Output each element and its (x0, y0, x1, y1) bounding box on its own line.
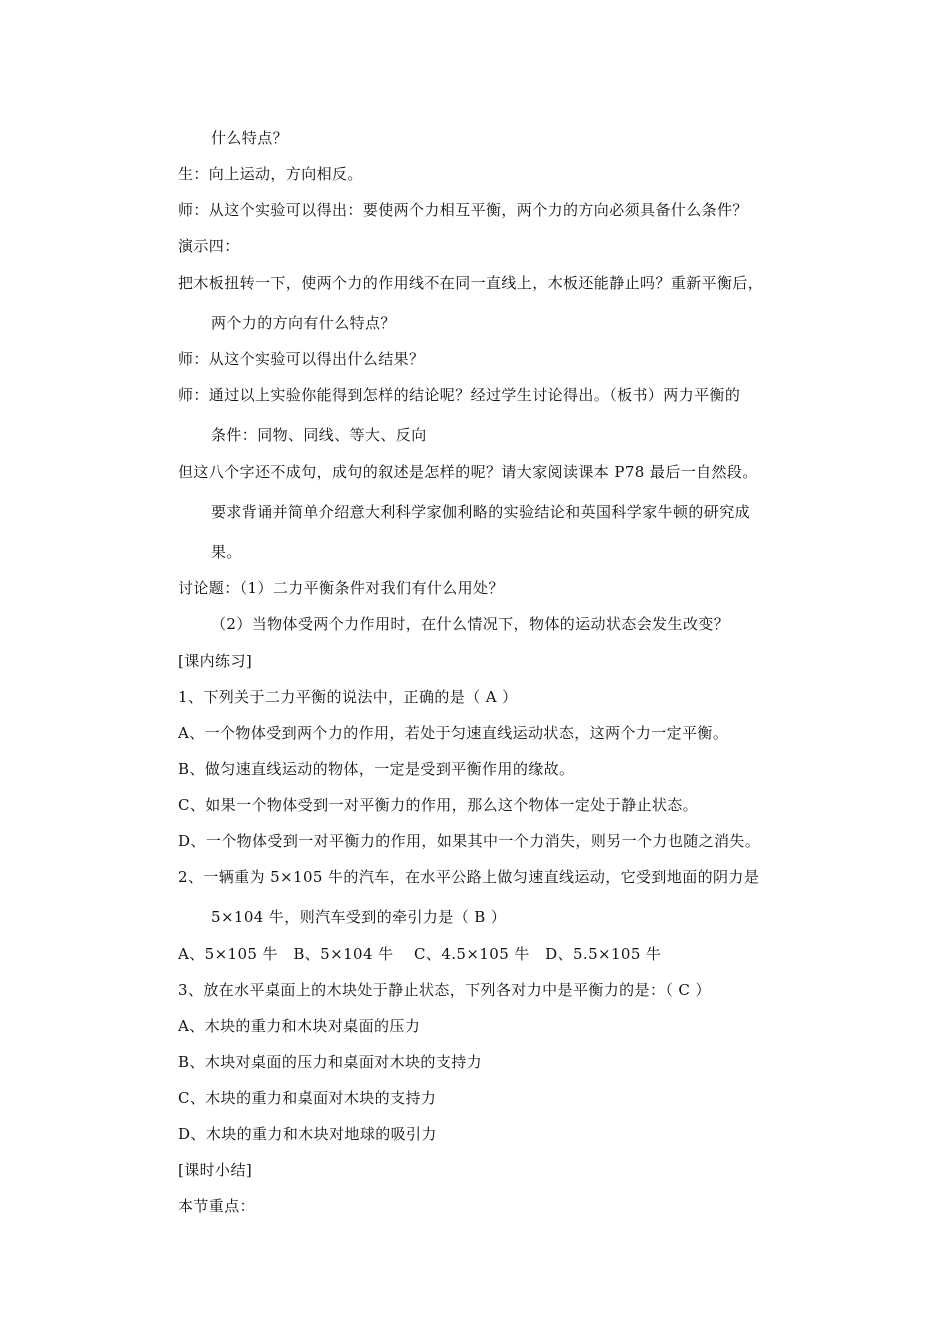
option-item: A、木块的重力和木块对桌面的压力 (178, 1017, 421, 1035)
text-line: 师：从这个实验可以得出什么结果？ (178, 350, 425, 368)
text-line: 师：从这个实验可以得出：要使两个力相互平衡，两个力的方向必须具备什么条件？ (178, 201, 748, 219)
option-item: A、5×105 牛 B、5×104 牛 C、4.5×105 牛 D、5.5×105 牛 (178, 945, 662, 963)
text-line: 什么特点？ (211, 129, 289, 147)
text-line: 本节重点： (178, 1197, 256, 1215)
text-line: 两个力的方向有什么特点？ (211, 314, 396, 332)
section-heading: [课时小结] (178, 1161, 253, 1179)
text-line: （2）当物体受两个力作用时，在什么情况下，物体的运动状态会发生改变？ (211, 615, 730, 633)
option-item: C、如果一个物体受到一对平衡力的作用，那么这个物体一定处于静止状态。 (178, 796, 699, 814)
option-item: A、一个物体受到两个力的作用，若处于匀速直线运动状态，这两个力一定平衡。 (178, 724, 729, 742)
question-item: 5×104 牛，则汽车受到的牵引力是（ B ） (211, 908, 507, 926)
text-line: 但这八个字还不成句，成句的叙述是怎样的呢？请大家阅读课本 P78 最后一自然段。 (178, 463, 758, 481)
section-heading: [课内练习] (178, 652, 253, 670)
option-item: B、木块对桌面的压力和桌面对木块的支持力 (178, 1053, 483, 1071)
text-line: 生：向上运动，方向相反。 (178, 165, 363, 183)
text-line: 讨论题：（1）二力平衡条件对我们有什么用处？ (178, 579, 504, 597)
text-line: 要求背诵并简单介绍意大利科学家伽利略的实验结论和英国科学家牛顿的研究成 (211, 503, 751, 521)
text-line: 师：通过以上实验你能得到怎样的结论呢？经过学生讨论得出。（板书）两力平衡的 (178, 386, 741, 404)
question-item: 3、放在水平桌面上的木块处于静止状态，下列各对力中是平衡力的是：（ C ） (178, 981, 711, 999)
question-item: 1、下列关于二力平衡的说法中，正确的是（ A ） (178, 688, 518, 706)
text-line: 演示四： (178, 237, 240, 255)
question-item: 2、一辆重为 5×105 牛的汽车，在水平公路上做匀速直线运动，它受到地面的阴力是 (178, 868, 760, 886)
text-line: 果。 (211, 543, 242, 561)
option-item: B、做匀速直线运动的物体，一定是受到平衡作用的缘故。 (178, 760, 575, 778)
text-line: 条件：同物、同线、等大、反向 (211, 426, 427, 444)
text-line: 把木板扭转一下，使两个力的作用线不在同一直线上，木板还能静止吗？重新平衡后， (178, 274, 764, 292)
option-item: D、木块的重力和木块对地球的吸引力 (178, 1125, 437, 1143)
option-item: C、木块的重力和桌面对木块的支持力 (178, 1089, 437, 1107)
option-item: D、一个物体受到一对平衡力的作用，如果其中一个力消失，则另一个力也随之消失。 (178, 832, 761, 850)
